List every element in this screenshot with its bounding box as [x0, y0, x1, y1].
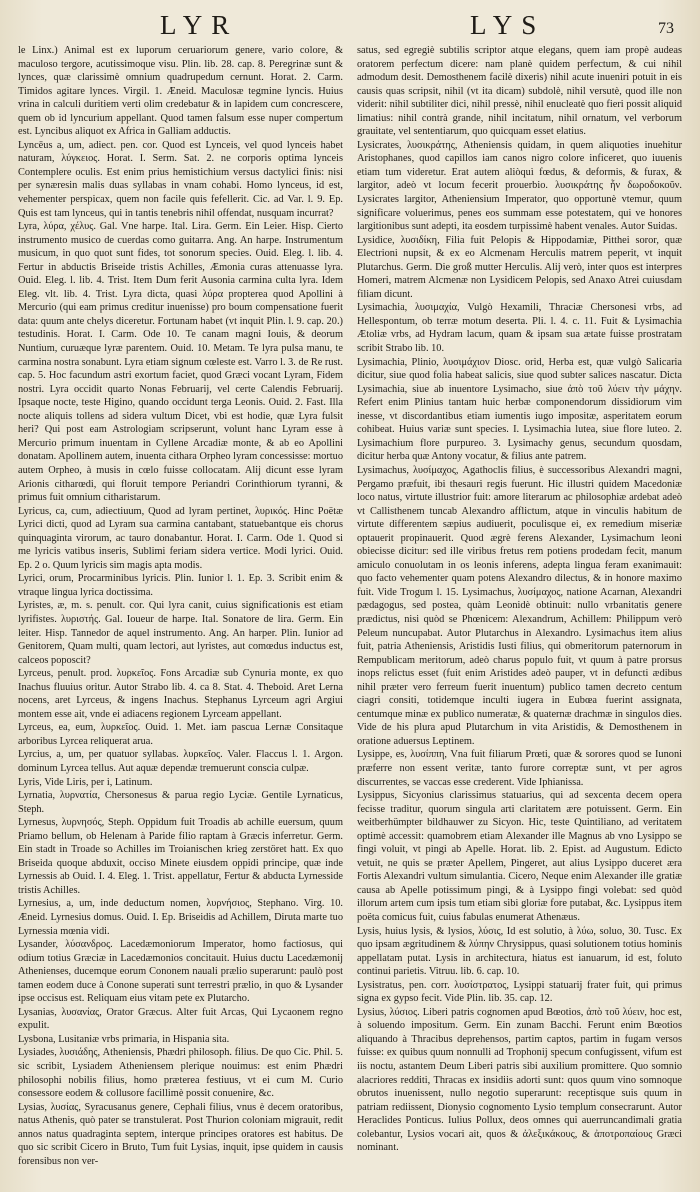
dictionary-entry: Lysias, λυσίας, Syracusanus genere, Cephali filius, vnus è decem oratoribus, natus Athenis, quò pater se transtulerat. Post Thurion coloniam migrauit, redit annos natus quadraginta septem, interque principes oratores est habitus. De quo sic scribit Cicero in Bruto, Tum fuit Lysias, inquit, ipse quidem in causis forensibus non ver- [18, 1101, 343, 1167]
dictionary-entry: Lysiades, λυσιάδης, Atheniensis, Phædri philosoph. filius. De quo Cic. Phil. 5. sic scribit, Lysiadem Atheniensem plerique nouimus: est enim Phædri philosophi nobilis filius, homo præterea festiuus, vt ei cum M. Curio consessore eodem & collusore facillimè possit conuenire, &c. [18, 1047, 343, 1100]
dictionary-entry: Lysippe, es, λυσίππη, Vna fuit filiarum Prœti, quæ & sorores quod se Iunoni præferre non essent veritæ, tanto furore correptæ sunt, vt per agros discurrentes, se vaccas esse crederent. Vide Iphianissa. [357, 749, 682, 788]
dictionary-entry: Lysimachia, λυσιμαχία, Vulgò Hexamili, Thraciæ Chersonesi vrbs, ad Hellespontum, ob terræ motum deserta. Pli. l. 4. c. 11. Fuit & Lysimachia Ætoliæ vrbs, ad Hydram lacum, quam & ipsam sua ætate fuisse prostratam scribit Strabo lib. 10. [357, 302, 682, 355]
dictionary-entry: Lyrceus, penult. prod. λυρκεῖος. Fons Arcadiæ sub Cynuria monte, ex quo Inachus fluuius oritur. Autor Strabo lib. 4. ca 8. Stat. 4. Theboid. Aret Lerna nocens, aret Lyrceus, & ingens Inachus. Stephanus Lyrceum agri Argiui montem esse ait, vnde ei adiacens regionem Lyrceam appellant. [18, 668, 343, 720]
dictionary-entry: Lyricus, ca, cum, adiectiuum, Quod ad lyram pertinet, λυρικός. Hinc Poëtæ Lyrici dicti, quod ad Lyram sua carmina cantabant, statuebantque eis chorus quinquaginta virorum, ac tauro donabantur. Horat. I. Carm. Ode 1. Quod si me lyricis vatibus inseris, Sublimi feriam sidera vertice. Modi lyrici. Ouid. Ep. 2 o. Quum lyricis sim magis apta modis. [18, 505, 343, 571]
dictionary-entry: Lyrnesus, λυρνησός, Steph. Oppidum fuit Troadis ab achille euersum, quum Priamo bellum, ob Helenam à Paride filio raptam à Græcis inferretur. Germ. Ein stadt in Troade so Achilles im Troianischen krieg zerstöret hatt. Ex quo Briseida quoque abduxit, occiso Minete eiusdem oppidi principe, quæ inde Lyrnessis ab Ouid. I. 4. Eleg. 1. Trist. appellatur, Fertur & abducta Lyrnesside tristis Achilles. [18, 817, 343, 896]
dictionary-entry: Lysistratus, pen. corr. λυσίστρατος, Lysippi statuarij frater fuit, qui primus signa ex gypso fecit. Vide Plin. lib. 35. cap. 12. [357, 979, 682, 1005]
dictionary-entry: Lyrcius, a, um, per quatuor syllabas. λυρκεῖος. Valer. Flaccus l. 1. Argon. dominum Lyrcea tellus. Aut aquæ dependæ tremuerunt conscia culpæ. [18, 749, 343, 774]
running-head-left: LYR [160, 10, 239, 40]
dictionary-entry: Lyrceus, ea, eum, λυρκεῖος. Ouid. 1. Met. iam pascua Lernæ Consitaque arboribus Lyrcea reliquerat arua. [18, 722, 343, 747]
dictionary-entry: Lysimachus, λυσίμαχος, Agathoclis filius, è successoribus Alexandri magni, Pergamo præfuit, ibi thesauri regis fuerunt. Hic illustri quidem Macedoniæ loco natus, virtute illustrior fuit: amore literarum ac philosophiæ ardebat adeò vt Callisthenem tuncab Alexandro afflictum, atque in vinculis habitum de virtute differentem sæpius audiuerit, poculisque ei, ex remedium miseriæ optauerit propinauerit. Quod ægrè ferens Alexander, Lysimachum leoni obiecisse dicitur: sed ille viribus fretus rem potiens prodedam fecit, manum amiculo conuolutam in os leonis inferens, adepta lingua feram exanimauit: quo facto vehementer quam potens Alexandro dilectus, & in honore maximo fuit. Vide Trogum l. 15. Lysimachus, λυσίμαχος, natione Acarnan, Alexandri pædagogus, sed postea, quàm Leonidè obtinuit: nullo vrbanitatis genere prædictus, nisi quòd se Phœnicem: Alexandrum, Achillem: Philippum verò Peleum nuncupabat. Autor Plutarchus in Alexandro. Lysimachus item alius fuit, patria Atheniensis, Aristidis Iusti filius, qui obmeritorum paternorum in Rempublicam meritorum, adeò charus populo fuit, vt quum à patre prorsus inops relictus esset (fuit enim Aristides adeò pauper, vt in defuncti ædibus nihil præter vero ferreum fuerit inuentum) publico tamen decreto centum ciagri consiti, totidemque inculti iugera in Eubœa fuerint assignata, centumque minæ ex publico numeratæ, & quaternæ drachmæ in singulos dies. Vide de his plura apud Plutarchum in vita Aristidis, & Demosthenem in oratione aduersus Leptinem. [357, 464, 682, 747]
dictionary-entry: Lysander, λύσανδρος. Lacedæmoniorum Imperator, homo factiosus, qui odium totius Græciæ in Lacedæmonios concitauit. Huius ductu Lacedæmonij Athenienses, ducemque eorum Cononem nauali prælio superarunt: paulò post tamen eodem duce à Conone superati sunt terrestri prælio, in quo & Lysander ipse occisus est. Reliquam eius vitam pete ex Plutarcho. [18, 939, 343, 1005]
dictionary-entry: Lyrici, orum, Procarminibus lyricis. Plin. Iunior l. 1. Ep. 3. Scribit enim & vtraque lingua lyrica doctissima. [18, 573, 343, 598]
dictionary-entry: Lyristes, æ, m. s. penult. cor. Qui lyra canit, cuius significationis est etiam lyrifistes. λυριστής. Gal. Ioueur de harpe. Ital. Sonatore de lira. Germ. Ein leiter. Hisp. Tannedor de aquel instrumento. Ang. An harper. Plin. Iunior ad Genitorem, Quam multi, quam lectori, aut lyristes, aut comœdus inductus est, calceos poposcit? [18, 600, 343, 666]
dictionary-entry: Lyra, λύρα, χέλυς. Gal. Vne harpe. Ital. Lira. Germ. Ein Leier. Hisp. Cierto instrumento musico de cuerdas como guitarra. Ang. An harpe. Instrumentum musicum, in quo quot sunt fides, tot sonorum species. Ouid. Eleg. l. lib. 4. Fertur in abductis Briseide tristis Achilles, Æmonia curas attenuasse lyra. Ouid. Eleg. l. lib. 4. Trist. Item Dum ferit Ausonia carmina culta lyra. Idem Eleg. vlt. lib. 4. Trist. Lyra dicta, quasi λύρα propterea quod Apollini à Mercurio (qui eam primus creditur inuenisse) pro boum compensatione fuerit data: quum ante chelys diceretur. Fortunam habet (vt inquit Plin. l. 9. cap. 20.) testudinis. Horat. I. Carm. Ode 10. Te canam magni Iouis, & deorum Nuntium, curuæque lyræ parentem. Ouid. 10. Metam. Te lyra pulsa manu, te carmina nostra sonabunt. Lyra etiam signum cœleste est. Varro l. 3. de Re rust. cap. 5. Hoc facundum astri exortum faciet, quod Græci vocant Lyram, Fidem nostri. Lyra occidit quarto Nonas Februarij, vel certe Calendis Februarij. Ipsaque nocte, teste Higino, quando occidunt terga Leonis. Ouid. 2. Fast. Illa nocte aliquis tollens ad sidera vultum Dicet, vbi est hodie, quæ Lyra fulsit heri? Qui post eam Astrologiam scripserunt, volunt hanc Lyram esse à Mercurio primum inuentam in Cyllene Arcadiæ monte, & ab eo Apollini donatam. Apollinem autem, inuenta cithara Orpheo lyram concessisse: mortuo autem Orpheo, à musis in cœlo fuisse collocatam. Alij dicunt esse lyram Arionis citharœdi, qui floruit tempore Periandri Corinthiorum tyranni, & primus fuit omnium citharistarum. [18, 221, 343, 504]
dictionary-entry: le Linx.) Animal est ex luporum ceruariorum genere, vario colore, & maculoso tergore, acutissimoque visu. Plin. lib. 28. cap. 8. Peregrinæ sunt & lynces, quæ clarissimè omnium quadrupedum cernunt. Horat. 2. Carm. Timidos agitare lynces. Virgil. 1. Æneid. Maculosæ tegmine lyncis. Huius vrina in calculi duritiem verti olim credebatur & in lapidem cum concrescere, quem ob id lyncurium appellant. Quod tamen falsum esse nuper compertum est. Lyncibus aliquot ex Africa in Galliam adductis. [18, 45, 343, 138]
dictionary-entry: Lyrnatia, λυρνατία, Chersonesus & parua regio Lyciæ. Gentile Lyrnaticus, Steph. [18, 790, 343, 815]
dictionary-entry: Lysius, λύσιος. Liberi patris cognomen apud Bœotios, ἀπὸ τοῦ λύειν, hoc est, à soluendo impositum. Germ. Ein zunam Bacchi. Ferunt enim Bœotios aliquando à Thracibus deprehensos, partim captos, partim in fugam versos fuisse: ex quibus quum nonnulli ad Trophonij specum confugissent, vifum est iis noctu, astantem Deum Liberi patris sibi auxilium promittere. Quo somnio alacriores redditi, Thracas ex insidiis adorti sunt: quos quum vino somnoque obrutos inuenissent, nullo negotio superarunt: receptisque suis quum in patriam rediissent, Dionysio cognomento Lysio templum consecrarunt. Autor Heraclides Ponticus. Iulius Pollux, deos omnes qui auerruncandimali gratia colebantur, Lysios vocari ait, quos & ἀλεξικάκους, & ἀποτροπαίους Græci nominant. [357, 1006, 682, 1154]
page-number: 73 [658, 20, 674, 37]
running-head-right: LYS [470, 10, 546, 40]
dictionary-entry: Lysimachia, Plinio, λυσιμάχιον Diosc. orid, Herba est, quæ vulgò Salicaria dicitur, siue quod folia habeat salicis, siue quod subter salices nascatur. Dicta Lysimachia, siue ab inuentore Lysimacho, siue ἀπὸ τοῦ λύειν τὴν μάχην. Refert enim Plinius tantam huic herbæ componendorum dissidiorum vim inesse, vt discordantibus etiam iumentis iugo impositæ, asperitatem eorum cohibeat. Huius variæ sunt species. I. Lysimachia lutea, siue flore luteo. 2. Lysimachium flore purpureo. 3. Lysimachy genus, secundum quosdam, dicitur herba quæ Antony vocatur, & filius ante patrem. [357, 356, 682, 463]
dictionary-entry: satus, sed egregiè subtilis scriptor atque elegans, quem iam propè audeas oratorem perfectum dicere: nam planè quidem perfectum, & cui nihil admodum desit. Demosthenem facilè dixeris) nihil acute inueniri potuit in eis causis quas scripsit, nihil (vt ita dicam) subdolè, nihil versutè, quod ille non viderit: nihil subtiliter dici, nihil pressè, nihil enucleatè quo fieri possit aliquid limatius: nihil contrà grande, nihil incitatum, nihil ornatum, vel verborum grauitate, vel sententiarum, quo quicquam esset elatius. [357, 45, 682, 138]
dictionary-entry: Lyncēus a, um, adiect. pen. cor. Quod est Lynceis, vel quod lynceis habet naturam, λύγκειος. Horat. I. Serm. Sat. 2. ne corporis optima lynceis Contemplere oculis. Est enim prius hemistichium versus dactylici finis: nisi per synæresin malis duas syllabas in vnam cohabi. Homo lynceus, id est, vehementer perspicax, quem non facile quis fefellerit. Cic. ad Var. l. 9. Ep. Quis est tam lynceus, qui in tantis tenebris nihil offendat, nusquam incurrat? [18, 139, 343, 219]
page-header [18, 6, 682, 44]
dictionary-entry: Lysicrates, λυσικράτης, Atheniensis quidam, in quem aliquoties inuehitur Aristophanes, quod capillos iam canos nigro colore inficeret, quo iuuenis etiam tum videretur. Erat autem aliòquì fœdus, & deformis, & furax, & largitor, adeò vt locum fecerit prouerbio. λυσικράτης ἦν δωροδοκοῦν. Lysicrates largitor, Atheniensium Imperator, quo opportunè vtemur, quum significare voluerimus, penes eos summam esse potestatem, qui ve honores largitionibus sunt adepti, ita eosdem turpissimè habent venales. Autor Suidas. [357, 139, 682, 233]
dictionary-entry: Lyrnesius, a, um, inde deductum nomen, λυρνήσιος, Stephano. Virg. 10. Æneid. Lyrnesius domus. Ouid. I. Ep. Briseidis ad Achillem, Diruta marte tuo Lyrnessia mœnia vidi. [18, 898, 343, 937]
dictionary-entry: Lysis, huius lysis, & lysios, λύσις, Id est solutio, à λύω, soluo, 30. Tusc. Ex quo ipsam ægritudinem & λύπην Chrysippus, quasi solutionem totius hominis appellatam putat. Lysis in architectura, hiatus est ianuarum, id est, foluto continui parietis. Vitruu. lib. 6. cap. 10. [357, 925, 682, 978]
dictionary-entry: Lyris, Vide Liris, per i, Latinum. [18, 776, 153, 788]
left-column [18, 44, 343, 1184]
dictionary-entry: Lysanias, λυσανίας, Orator Græcus. Alter fuit Arcas, Qui Lycaonem regno expulit. [18, 1006, 343, 1032]
dictionary-entry: Lysbona, Lusitaniæ vrbs primaria, in Hispania sita. [18, 1033, 230, 1045]
two-column-body [18, 44, 682, 1184]
right-column [357, 44, 682, 1184]
dictionary-entry: Lysippus, Sicyonius clarissimus statuarius, qui ad sexcenta decem opera fecisse traditur, quorum singula arti claritatem ære potuissent. Germ. Ein weitberhümpter bildhauwer zu Sicyon. Hic, teste Quintiliano, ad veritatem optimè accessit: quamobrem etiam Alexander ille Magnus ab vno Lysippo se fingi voluit, vt pingi ab Apelle. Horat. lib. 2. Epist. ad Augustum. Edicto vetuit, ne quis se præter Apellem, Pingeret, aut alius Lysippo duceret æra Fortis Alexandri vultum simulantia. Cicero, Neque enim Alexander ille gratiæ causa ab Apelle potissimum pingi, & à Lysippo fingi volebat: sed quòd illorum artem cum ipsis tum etiam sibi gloriæ fore putabat, &c. Lysippus item poëta comicus fuit, cuius fabulas enumerat Athenæus. [357, 790, 682, 923]
dictionary-entry: Lysidice, λυσιδίκη, Filia fuit Pelopis & Hippodamiæ, Pitthei soror, quæ Electrioni nupsit, & ex eo Alcmenam Herculis matrem peperit, vt inquit Plutarchus. Germ. Die groß mutter Herculis. Alij verò, inter quos est interpres Homeri, matrem Alcmenæ non Lysidicem Pelopis, sed Anaxo Atrei cuiusdam filiam dicunt. [357, 234, 682, 300]
